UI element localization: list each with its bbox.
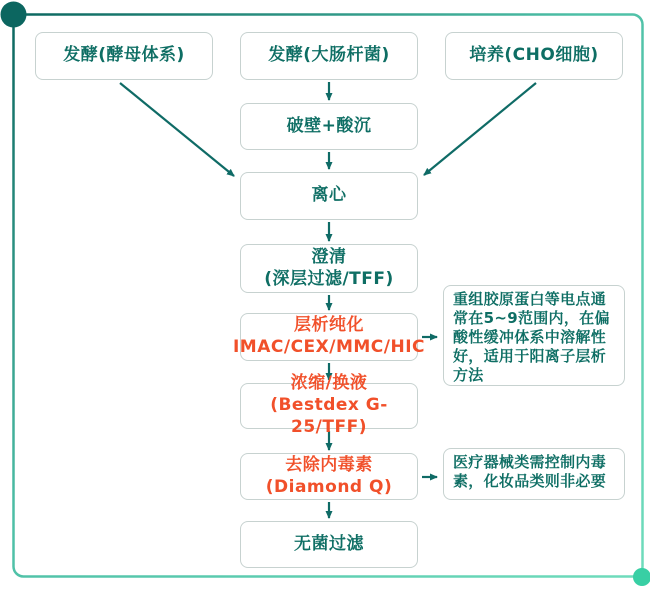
node-ferment-yeast <box>35 32 213 80</box>
node-label-line2: (Diamond Q) <box>265 476 393 497</box>
annotation-text: 医疗器械类需控制内毒素，化妆品类则非必要 <box>453 453 607 490</box>
node-label: 破壁+酸沉 <box>286 115 372 136</box>
node-concentration-buffer-exchange <box>240 373 418 437</box>
node-label-line1: 层析纯化 <box>294 315 364 336</box>
node-label-line2: (Bestdex G-25/TFF) <box>270 395 388 437</box>
node-label-line2: (深层过滤/TFF) <box>264 268 394 289</box>
node-centrifuge <box>240 172 418 220</box>
annotation-chromatography-note <box>443 285 625 386</box>
corner-dot-bottom-right <box>633 568 650 586</box>
annotation-text: 重组胶原蛋白等电点通常在5~9范围内，在偏酸性缓冲体系中溶解性好，适用于阳离子层析方法 <box>453 290 610 384</box>
node-label: 无菌过滤 <box>294 533 364 554</box>
node-label-line1: 去除内毒素 <box>285 454 373 475</box>
node-culture-cho <box>445 32 623 80</box>
arrow-cho-to-centrifuge <box>424 83 536 175</box>
node-sterile-filtration <box>240 521 418 568</box>
node-label: 离心 <box>311 185 347 206</box>
node-endotoxin-removal <box>240 453 418 500</box>
annotation-endotoxin-note <box>443 448 625 500</box>
node-label: 培养(CHO细胞) <box>469 45 599 66</box>
corner-dot-top-left <box>1 2 27 28</box>
node-lysis-acid-precipitation <box>240 103 418 150</box>
node-chromatography <box>232 313 426 361</box>
arrow-yeast-to-centrifuge <box>120 83 234 176</box>
node-label: 发酵(酵母体系) <box>63 45 185 66</box>
node-label-line1: 澄清 <box>311 246 347 267</box>
node-clarification <box>240 244 418 293</box>
node-label-line2: IMAC/CEX/MMC/HIC <box>232 337 426 357</box>
node-label: 发酵(大肠杆菌) <box>268 45 390 66</box>
node-ferment-ecoli <box>240 32 418 80</box>
node-label-line1: 浓缩/换液 <box>290 373 368 394</box>
